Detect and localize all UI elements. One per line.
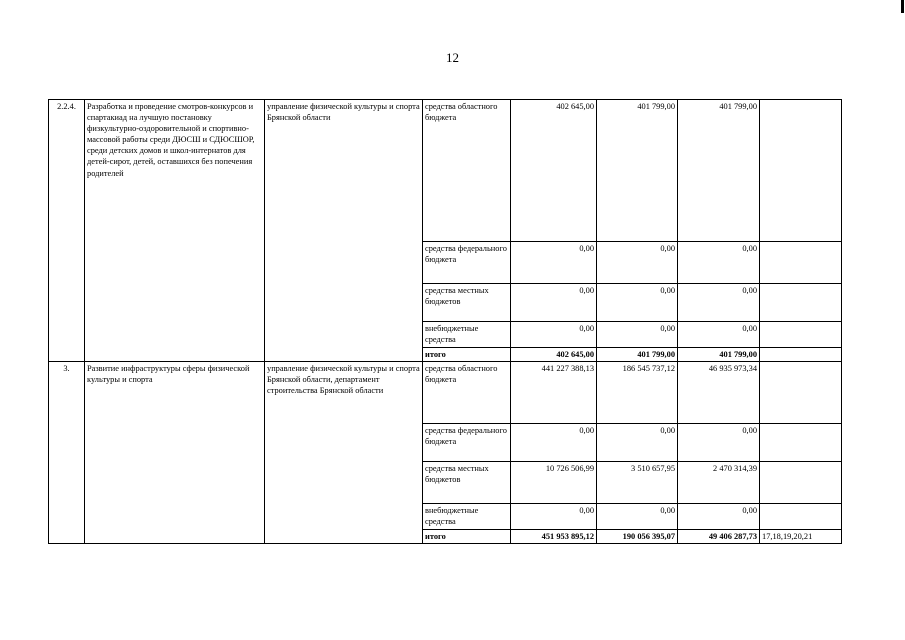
funding-source: итого xyxy=(423,530,511,544)
executor: управление физической культуры и спорта Брянской области xyxy=(265,100,423,362)
funding-source: средства федерального бюджета xyxy=(423,424,511,462)
funding-source: внебюджетные средства xyxy=(423,322,511,348)
amount-year-1: 451 953 895,12 xyxy=(511,530,597,544)
amount-year-3: 401 799,00 xyxy=(678,348,760,362)
amount-year-2: 401 799,00 xyxy=(597,348,678,362)
row-number: 3. xyxy=(49,362,85,544)
amount-year-3: 2 470 314,39 xyxy=(678,462,760,504)
amount-year-3: 0,00 xyxy=(678,242,760,284)
indicator-refs xyxy=(760,348,842,362)
indicator-refs xyxy=(760,242,842,284)
indicator-refs: 17,18,19,20,21 xyxy=(760,530,842,544)
page-edge-mark xyxy=(901,0,904,13)
page-number: 12 xyxy=(446,50,459,65)
amount-year-1: 402 645,00 xyxy=(511,100,597,242)
indicator-refs xyxy=(760,504,842,530)
table-row xyxy=(49,100,842,242)
amount-year-2: 0,00 xyxy=(597,322,678,348)
amount-year-2: 0,00 xyxy=(597,504,678,530)
amount-year-1: 0,00 xyxy=(511,322,597,348)
amount-year-3: 46 935 973,34 xyxy=(678,362,760,424)
indicator-refs xyxy=(760,322,842,348)
funding-table xyxy=(48,99,842,544)
amount-year-2: 0,00 xyxy=(597,242,678,284)
activity-name: Разработка и проведение смотров-конкурсов и спартакиад на лучшую постановку физкультурно-оздоровительной и спортивно-массовой работы среди ДЮСШ и СДЮСШОР, среди детских домов и школ-интернатов для детей-сирот, детей, оставшихся без попечения родителей xyxy=(85,100,265,362)
executor: управление физической культуры и спорта Брянской области, департамент строительства Брянской области xyxy=(265,362,423,544)
amount-year-3: 49 406 287,73 xyxy=(678,530,760,544)
indicator-refs xyxy=(760,424,842,462)
amount-year-2: 401 799,00 xyxy=(597,100,678,242)
amount-year-2: 0,00 xyxy=(597,424,678,462)
indicator-refs xyxy=(760,284,842,322)
funding-source: внебюджетные средства xyxy=(423,504,511,530)
funding-source: средства местных бюджетов xyxy=(423,462,511,504)
amount-year-3: 0,00 xyxy=(678,284,760,322)
amount-year-2: 186 545 737,12 xyxy=(597,362,678,424)
amount-year-1: 0,00 xyxy=(511,242,597,284)
table-row xyxy=(49,362,842,424)
amount-year-2: 0,00 xyxy=(597,284,678,322)
row-number: 2.2.4. xyxy=(49,100,85,362)
amount-year-2: 3 510 657,95 xyxy=(597,462,678,504)
funding-source: средства областного бюджета xyxy=(423,362,511,424)
amount-year-1: 0,00 xyxy=(511,424,597,462)
funding-source: средства местных бюджетов xyxy=(423,284,511,322)
amount-year-1: 10 726 506,99 xyxy=(511,462,597,504)
amount-year-3: 0,00 xyxy=(678,424,760,462)
amount-year-2: 190 056 395,07 xyxy=(597,530,678,544)
amount-year-1: 0,00 xyxy=(511,504,597,530)
amount-year-3: 401 799,00 xyxy=(678,100,760,242)
amount-year-3: 0,00 xyxy=(678,322,760,348)
funding-source: средства областного бюджета xyxy=(423,100,511,242)
indicator-refs xyxy=(760,100,842,242)
amount-year-1: 0,00 xyxy=(511,284,597,322)
funding-source: итого xyxy=(423,348,511,362)
indicator-refs xyxy=(760,462,842,504)
indicator-refs xyxy=(760,362,842,424)
amount-year-1: 402 645,00 xyxy=(511,348,597,362)
amount-year-3: 0,00 xyxy=(678,504,760,530)
activity-name: Развитие инфраструктуры сферы физической культуры и спорта xyxy=(85,362,265,544)
funding-source: средства федерального бюджета xyxy=(423,242,511,284)
amount-year-1: 441 227 388,13 xyxy=(511,362,597,424)
